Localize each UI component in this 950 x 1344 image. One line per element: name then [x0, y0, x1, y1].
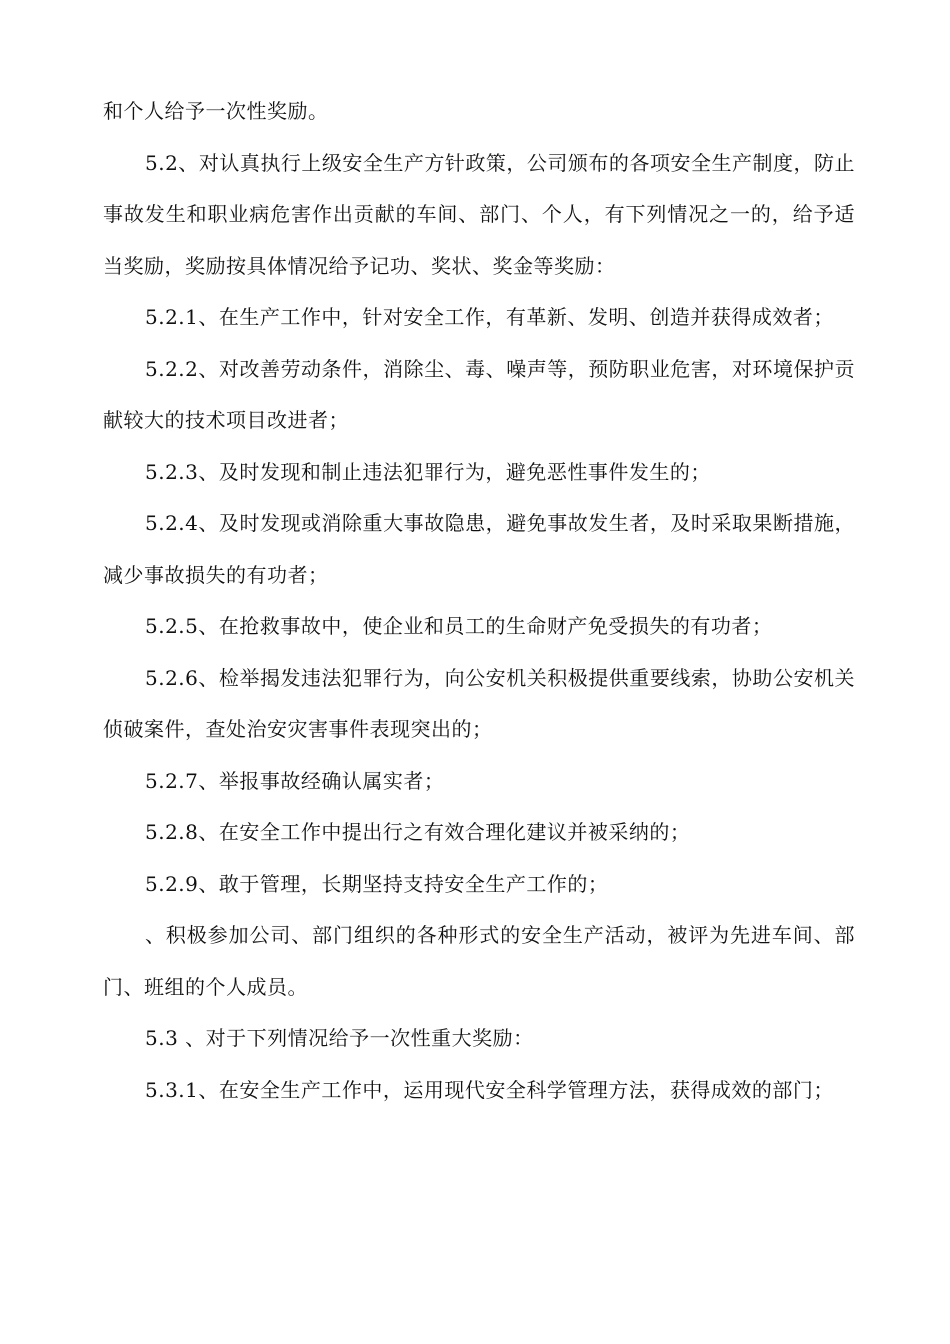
- paragraph-continuation: 和个人给予一次性奖励。: [103, 99, 329, 123]
- paragraph-5-2-8: 5.2.8、在安全工作中提出行之有效合理化建议并被采纳的；: [145, 820, 691, 844]
- document-body: [103, 86, 855, 1116]
- paragraph-5-2-9: 5.2.9、敢于管理，长期坚持支持安全生产工作的；: [145, 871, 609, 896]
- paragraph-5-2-7: 5.2.7、举报事故经确认属实者；: [145, 768, 445, 793]
- paragraph-5-2: 5.2、对认真执行上级安全生产方针政策，公司颁布的各项安全生产制度，防止事故发生和职业病危害作出贡献的车间、部门、个人，有下列情况之一的，给予适当奖励，奖励按具体情况给予记功、奖状、奖金等奖励：: [103, 150, 855, 278]
- paragraph-5-2-10: 、积极参加公司、部门组织的各种形式的安全生产活动，被评为先进车间、部门、班组的个人成员。: [103, 923, 855, 999]
- paragraph-5-2-5: 5.2.5、在抢救事故中，使企业和员工的生命财产免受损失的有功者；: [145, 614, 773, 638]
- paragraph-5-2-1: 5.2.1、在生产工作中，针对安全工作，有革新、发明、创造并获得成效者；: [145, 305, 834, 329]
- paragraph-5-3: 5.3 、对于下列情况给予一次性重大奖励：: [145, 1026, 534, 1050]
- paragraph-5-3-1: 5.3.1、在安全生产工作中，运用现代安全科学管理方法，获得成效的部门；: [145, 1077, 834, 1102]
- paragraph-5-2-3: 5.2.3、及时发现和制止违法犯罪行为，避免恶性事件发生的；: [145, 459, 711, 484]
- paragraph-5-2-4: 5.2.4、及时发现或消除重大事故隐患，避免事故发生者，及时采取果断措施，减少事故损失的有功者；: [103, 511, 855, 587]
- paragraph-5-2-6: 5.2.6、检举揭发违法犯罪行为，向公安机关积极提供重要线索，协助公安机关侦破案件，查处治安灾害事件表现突出的；: [103, 665, 855, 741]
- paragraph-5-2-2: 5.2.2、对改善劳动条件，消除尘、毒、噪声等，预防职业危害，对环境保护贡献较大的技术项目改进者；: [103, 356, 855, 432]
